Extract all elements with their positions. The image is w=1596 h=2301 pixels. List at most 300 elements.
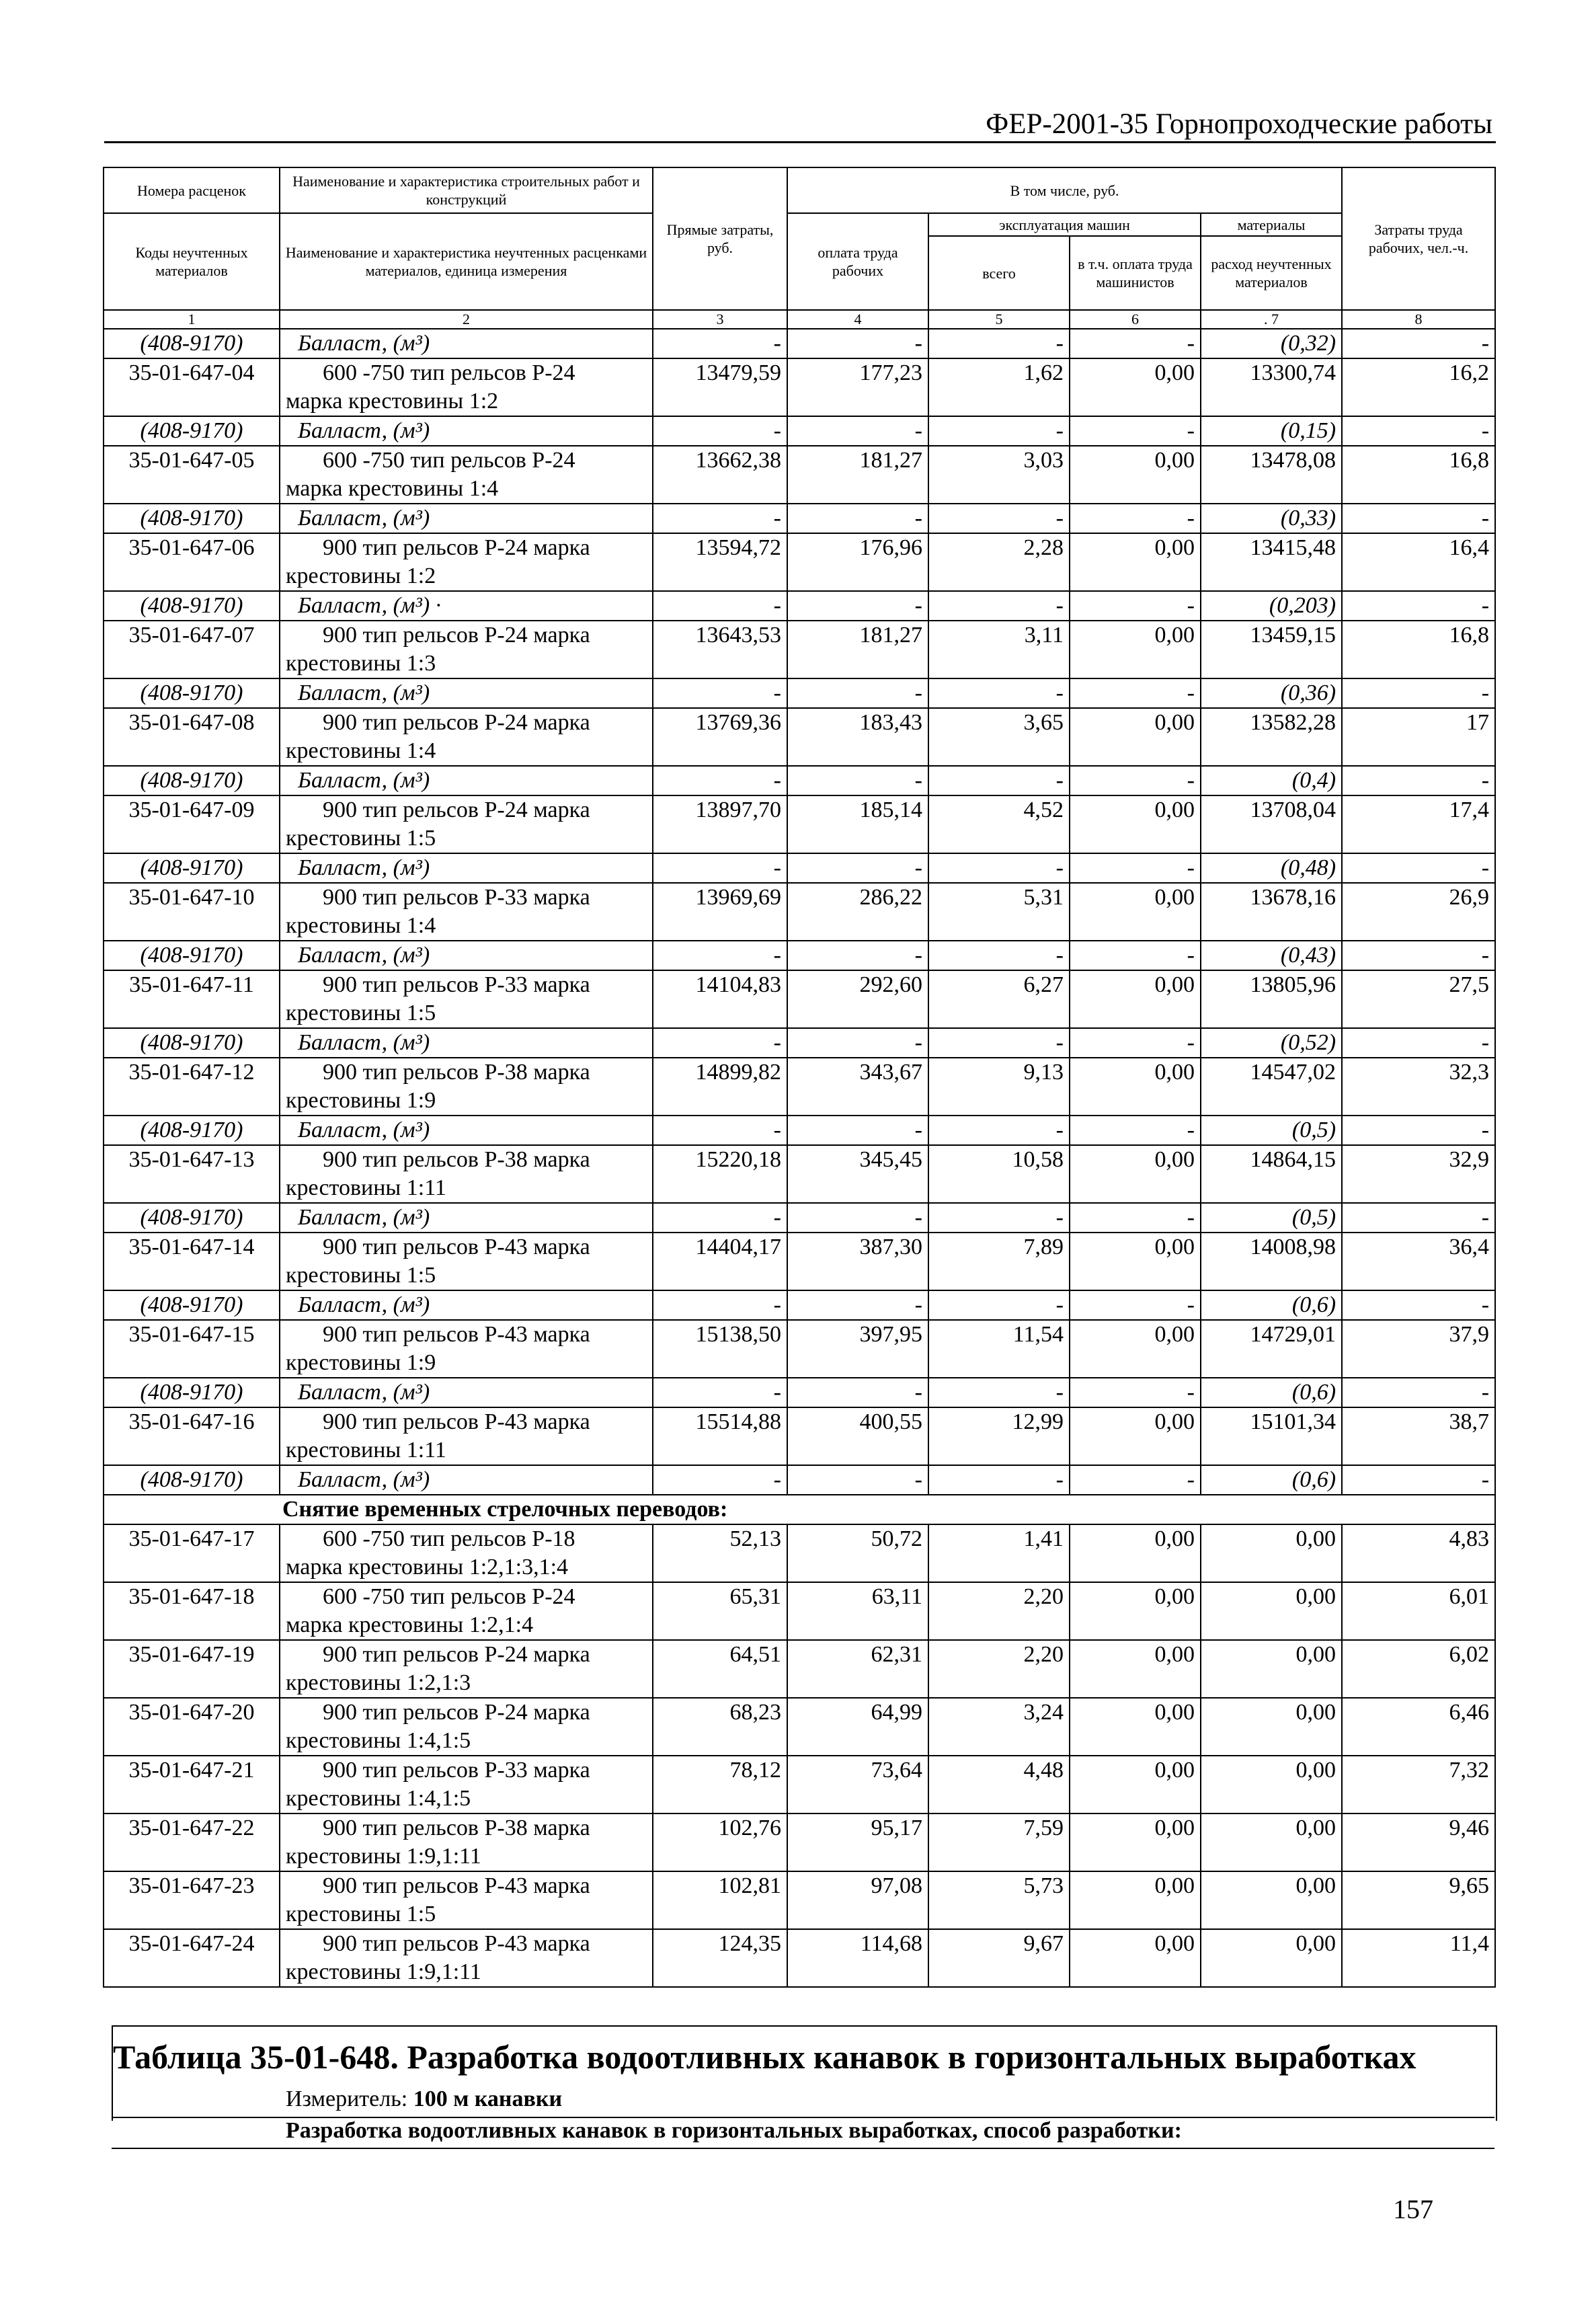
cell: 13708,04: [1201, 795, 1342, 853]
cell: 16,4: [1342, 533, 1495, 591]
cell: -: [787, 1290, 928, 1320]
cell: 7,59: [928, 1814, 1070, 1871]
cell: 50,72: [787, 1524, 928, 1582]
cell: 286,22: [787, 883, 928, 941]
cell: -: [1070, 329, 1201, 358]
cell: -: [653, 1465, 787, 1495]
rates-table: [103, 167, 1496, 1988]
rate-row: [104, 1233, 1495, 1290]
cell: -: [653, 329, 787, 358]
colnum: 6: [1070, 310, 1201, 329]
head-direct-costs: Прямые затраты, руб.: [653, 167, 787, 310]
cell: 0,00: [1070, 1871, 1201, 1929]
work-description: [280, 446, 653, 504]
cell: 6,46: [1342, 1698, 1495, 1756]
description-line: крестовины 1:5: [286, 1902, 436, 1926]
rate-code: 35-01-647-06: [104, 533, 280, 591]
cell: 0,00: [1070, 1582, 1201, 1640]
rate-row: [104, 1582, 1495, 1640]
description-line: 900 тип рельсов Р-33 марка: [323, 972, 590, 997]
material-row: [104, 1116, 1495, 1145]
cell: -: [928, 329, 1070, 358]
cell: (0,15): [1201, 416, 1342, 446]
cell: -: [1070, 504, 1201, 533]
cell: 13594,72: [653, 533, 787, 591]
work-description: [280, 621, 653, 678]
head-labor-costs: Затраты труда рабочих, чел.-ч.: [1342, 167, 1495, 310]
description-line: 900 тип рельсов Р-38 марка: [323, 1816, 590, 1840]
rate-row: [104, 1929, 1495, 1987]
cell: 14404,17: [653, 1233, 787, 1290]
cell: -: [787, 591, 928, 621]
cell: -: [1070, 1290, 1201, 1320]
table-648-title: Таблица 35-01-648. Разработка водоотливных канавок в горизонтальных выработках: [113, 2038, 1417, 2076]
cell: -: [787, 853, 928, 883]
cell: 4,83: [1342, 1524, 1495, 1582]
description-line: 600 -750 тип рельсов Р-18: [323, 1526, 575, 1551]
cell: -: [1342, 853, 1495, 883]
material-code: (408-9170): [104, 766, 280, 795]
column-numbers-row: [104, 310, 1495, 329]
head-machines-total: всего: [928, 236, 1070, 310]
cell: -: [1342, 1378, 1495, 1407]
cell: (0,36): [1201, 678, 1342, 708]
cell: 0,00: [1070, 1320, 1201, 1378]
cell: 292,60: [787, 970, 928, 1028]
rate-code: 35-01-647-14: [104, 1233, 280, 1290]
header-rule: [104, 141, 1496, 143]
description-line: 900 тип рельсов Р-43 марка: [323, 1322, 590, 1347]
cell: (0,33): [1201, 504, 1342, 533]
cell: 5,73: [928, 1871, 1070, 1929]
cell: 343,67: [787, 1058, 928, 1116]
cell: -: [787, 678, 928, 708]
material-name: Балласт, (м³): [280, 766, 653, 795]
cell: -: [1342, 1465, 1495, 1495]
cell: 3,11: [928, 621, 1070, 678]
cell: 78,12: [653, 1756, 787, 1814]
table-648-subsection: Разработка водоотливных канавок в горизонтальных выработках, способ разработки:: [286, 2118, 1182, 2143]
cell: 181,27: [787, 621, 928, 678]
cell: 0,00: [1201, 1929, 1342, 1987]
cell: -: [1342, 504, 1495, 533]
colnum: 3: [653, 310, 787, 329]
rate-code: 35-01-647-10: [104, 883, 280, 941]
colnum: 2: [280, 310, 653, 329]
cell: -: [787, 1203, 928, 1233]
cell: -: [928, 678, 1070, 708]
cell: 16,8: [1342, 446, 1495, 504]
cell: -: [928, 1465, 1070, 1495]
rate-code: 35-01-647-09: [104, 795, 280, 853]
cell: (0,5): [1201, 1116, 1342, 1145]
rate-code: 35-01-647-05: [104, 446, 280, 504]
cell: -: [1070, 591, 1201, 621]
cell: 177,23: [787, 358, 928, 416]
cell: -: [1342, 329, 1495, 358]
cell: -: [928, 416, 1070, 446]
description-line: крестовины 1:9,1:11: [286, 1959, 481, 1984]
description-line: 900 тип рельсов Р-43 марка: [323, 1235, 590, 1259]
cell: -: [928, 1290, 1070, 1320]
cell: 64,99: [787, 1698, 928, 1756]
rate-row: [104, 883, 1495, 941]
cell: 0,00: [1070, 1756, 1201, 1814]
cell: 0,00: [1070, 1698, 1201, 1756]
description-line: крестовины 1:5: [286, 1263, 436, 1288]
cell: 13582,28: [1201, 708, 1342, 766]
description-line: марка крестовины 1:4: [286, 476, 499, 501]
material-name: Балласт, (м³): [280, 1116, 653, 1145]
cell: -: [928, 504, 1070, 533]
cell: 1,41: [928, 1524, 1070, 1582]
material-name: Балласт, (м³): [280, 1465, 653, 1495]
cell: 9,46: [1342, 1814, 1495, 1871]
cell: 15220,18: [653, 1145, 787, 1203]
cell: 3,24: [928, 1698, 1070, 1756]
cell: -: [928, 766, 1070, 795]
cell: 65,31: [653, 1582, 787, 1640]
head-including: В том числе, руб.: [787, 167, 1342, 213]
cell: 10,58: [928, 1145, 1070, 1203]
material-code: (408-9170): [104, 1465, 280, 1495]
description-line: крестовины 1:5: [286, 1001, 436, 1025]
description-line: 900 тип рельсов Р-43 марка: [323, 1409, 590, 1434]
description-line: 600 -750 тип рельсов Р-24: [323, 360, 575, 385]
cell: (0,43): [1201, 941, 1342, 970]
cell: -: [1070, 1378, 1201, 1407]
colnum: 1: [104, 310, 280, 329]
rate-code: 35-01-647-16: [104, 1407, 280, 1465]
cell: 63,11: [787, 1582, 928, 1640]
description-line: 900 тип рельсов Р-24 марка: [323, 535, 590, 560]
cell: -: [928, 1378, 1070, 1407]
material-name: Балласт, (м³): [280, 416, 653, 446]
material-row: [104, 416, 1495, 446]
cell: -: [787, 504, 928, 533]
cell: 13459,15: [1201, 621, 1342, 678]
material-code: (408-9170): [104, 853, 280, 883]
cell: 6,01: [1342, 1582, 1495, 1640]
cell: -: [1070, 941, 1201, 970]
cell: 16,8: [1342, 621, 1495, 678]
rate-code: 35-01-647-22: [104, 1814, 280, 1871]
head-work-name: Наименование и характеристика строительных работ и конструкций: [280, 167, 653, 213]
description-line: 600 -750 тип рельсов Р-24: [323, 448, 575, 473]
material-name: Балласт, (м³): [280, 1203, 653, 1233]
cell: 13300,74: [1201, 358, 1342, 416]
cell: -: [653, 1378, 787, 1407]
description-line: крестовины 1:5: [286, 826, 436, 851]
material-row: [104, 1290, 1495, 1320]
material-name: Балласт, (м³): [280, 329, 653, 358]
rate-code: 35-01-647-07: [104, 621, 280, 678]
material-name: Балласт, (м³): [280, 678, 653, 708]
material-code: (408-9170): [104, 504, 280, 533]
cell: 17,4: [1342, 795, 1495, 853]
cell: 0,00: [1070, 708, 1201, 766]
cell: (0,6): [1201, 1465, 1342, 1495]
rate-code: 35-01-647-08: [104, 708, 280, 766]
cell: 2,20: [928, 1640, 1070, 1698]
cell: -: [653, 1028, 787, 1058]
rate-code: 35-01-647-19: [104, 1640, 280, 1698]
work-description: [280, 970, 653, 1028]
cell: 37,9: [1342, 1320, 1495, 1378]
description-line: 900 тип рельсов Р-33 марка: [323, 1758, 590, 1783]
rate-row: [104, 1145, 1495, 1203]
colnum: 4: [787, 310, 928, 329]
rate-code: 35-01-647-15: [104, 1320, 280, 1378]
cell: -: [1070, 766, 1201, 795]
cell: 0,00: [1070, 795, 1201, 853]
cell: 0,00: [1070, 1145, 1201, 1203]
rate-row: [104, 1698, 1495, 1756]
cell: 4,52: [928, 795, 1070, 853]
cell: -: [787, 1465, 928, 1495]
cell: -: [787, 1028, 928, 1058]
cell: 0,00: [1201, 1640, 1342, 1698]
work-description: [280, 883, 653, 941]
rate-row: [104, 970, 1495, 1028]
rate-row: [104, 1640, 1495, 1698]
rate-code: 35-01-647-04: [104, 358, 280, 416]
cell: 397,95: [787, 1320, 928, 1378]
cell: 3,03: [928, 446, 1070, 504]
description-line: 900 тип рельсов Р-38 марка: [323, 1060, 590, 1085]
cell: 0,00: [1070, 970, 1201, 1028]
work-description: [280, 1145, 653, 1203]
description-line: крестовины 1:4: [286, 913, 436, 938]
rate-code: 35-01-647-24: [104, 1929, 280, 1987]
cell: 2,28: [928, 533, 1070, 591]
description-line: 900 тип рельсов Р-43 марка: [323, 1873, 590, 1898]
cell: 3,65: [928, 708, 1070, 766]
table-body: [104, 329, 1495, 1987]
rate-code: 35-01-647-13: [104, 1145, 280, 1203]
rate-code: 35-01-647-17: [104, 1524, 280, 1582]
cell: 345,45: [787, 1145, 928, 1203]
cell: 17: [1342, 708, 1495, 766]
cell: -: [1342, 1290, 1495, 1320]
cell: 27,5: [1342, 970, 1495, 1028]
cell: 6,02: [1342, 1640, 1495, 1698]
rate-code: 35-01-647-20: [104, 1698, 280, 1756]
cell: 14864,15: [1201, 1145, 1342, 1203]
cell: -: [1070, 1203, 1201, 1233]
cell: 14899,82: [653, 1058, 787, 1116]
rate-code: 35-01-647-21: [104, 1756, 280, 1814]
cell: 6,27: [928, 970, 1070, 1028]
work-description: [280, 1058, 653, 1116]
cell: -: [787, 329, 928, 358]
material-name: Балласт, (м³): [280, 1290, 653, 1320]
work-description: [280, 1320, 653, 1378]
cell: 13662,38: [653, 446, 787, 504]
head-wages: оплата труда рабочих: [787, 213, 928, 310]
work-description: [280, 1698, 653, 1756]
head-material-name: Наименование и характеристика неучтенных расценками материалов, единица измерения: [280, 213, 653, 310]
cell: -: [787, 1378, 928, 1407]
description-line: 900 тип рельсов Р-24 марка: [323, 797, 590, 822]
description-line: 900 тип рельсов Р-24 марка: [323, 710, 590, 735]
work-description: [280, 1756, 653, 1814]
material-name: Балласт, (м³): [280, 941, 653, 970]
cell: -: [653, 416, 787, 446]
cell: 181,27: [787, 446, 928, 504]
cell: 7,89: [928, 1233, 1070, 1290]
material-name: Балласт, (м³): [280, 1378, 653, 1407]
cell: (0,5): [1201, 1203, 1342, 1233]
cell: -: [1070, 1116, 1201, 1145]
cell: 13969,69: [653, 883, 787, 941]
head-material-codes: Коды неучтенных материалов: [104, 213, 280, 310]
work-description: [280, 1871, 653, 1929]
cell: -: [1070, 853, 1201, 883]
cell: 7,32: [1342, 1756, 1495, 1814]
cell: 0,00: [1201, 1871, 1342, 1929]
work-description: [280, 358, 653, 416]
cell: -: [928, 853, 1070, 883]
cell: -: [1342, 1203, 1495, 1233]
material-code: (408-9170): [104, 678, 280, 708]
cell: 0,00: [1070, 1929, 1201, 1987]
cell: -: [1342, 591, 1495, 621]
description-line: марка крестовины 1:2,1:3,1:4: [286, 1555, 569, 1580]
cell: -: [1070, 678, 1201, 708]
work-description: [280, 795, 653, 853]
material-row: [104, 766, 1495, 795]
cell: -: [928, 1203, 1070, 1233]
description-line: 600 -750 тип рельсов Р-24: [323, 1584, 575, 1609]
rate-row: [104, 1524, 1495, 1582]
cell: 64,51: [653, 1640, 787, 1698]
cell: 13643,53: [653, 621, 787, 678]
cell: (0,6): [1201, 1290, 1342, 1320]
material-row: [104, 853, 1495, 883]
work-description: [280, 1524, 653, 1582]
work-description: [280, 1640, 653, 1698]
cell: 4,48: [928, 1756, 1070, 1814]
page-number: 157: [1393, 2194, 1433, 2224]
cell: -: [928, 1116, 1070, 1145]
cell: -: [928, 941, 1070, 970]
rate-row: [104, 1407, 1495, 1465]
cell: 15138,50: [653, 1320, 787, 1378]
cell: (0,52): [1201, 1028, 1342, 1058]
cell: 12,99: [928, 1407, 1070, 1465]
cell: -: [1342, 1028, 1495, 1058]
material-name: Балласт, (м³): [280, 1028, 653, 1058]
material-code: (408-9170): [104, 416, 280, 446]
cell: -: [653, 591, 787, 621]
cell: (0,4): [1201, 766, 1342, 795]
cell: 0,00: [1070, 883, 1201, 941]
description-line: крестовины 1:4,1:5: [286, 1728, 471, 1753]
cell: 0,00: [1070, 1407, 1201, 1465]
material-code: (408-9170): [104, 591, 280, 621]
cell: 26,9: [1342, 883, 1495, 941]
cell: 0,00: [1070, 1640, 1201, 1698]
cell: 1,62: [928, 358, 1070, 416]
material-code: (408-9170): [104, 1290, 280, 1320]
cell: -: [653, 941, 787, 970]
description-line: крестовины 1:4,1:5: [286, 1786, 471, 1811]
cell: -: [787, 766, 928, 795]
cell: 95,17: [787, 1814, 928, 1871]
material-row: [104, 504, 1495, 533]
cell: -: [653, 1290, 787, 1320]
rate-row: [104, 1058, 1495, 1116]
cell: 183,43: [787, 708, 928, 766]
rate-row: [104, 533, 1495, 591]
running-header: ФЕР-2001-35 Горнопроходческие работы: [986, 108, 1492, 140]
rate-row: [104, 1871, 1495, 1929]
rate-row: [104, 621, 1495, 678]
description-line: крестовины 1:9,1:11: [286, 1844, 481, 1869]
cell: 185,14: [787, 795, 928, 853]
rate-row: [104, 1814, 1495, 1871]
description-line: крестовины 1:4: [286, 738, 436, 763]
description-line: крестовины 1:2,1:3: [286, 1670, 471, 1695]
cell: -: [653, 853, 787, 883]
cell: -: [787, 416, 928, 446]
cell: -: [1070, 416, 1201, 446]
work-description: [280, 1233, 653, 1290]
description-line: крестовины 1:11: [286, 1438, 446, 1462]
description-line: 900 тип рельсов Р-24 марка: [323, 1700, 590, 1725]
cell: -: [787, 941, 928, 970]
cell: 102,81: [653, 1871, 787, 1929]
head-machinist-wages: в т.ч. оплата труда машинистов: [1070, 236, 1201, 310]
cell: 0,00: [1070, 1233, 1201, 1290]
material-row: [104, 1203, 1495, 1233]
rate-code: 35-01-647-23: [104, 1871, 280, 1929]
material-row: [104, 1378, 1495, 1407]
description-line: 900 тип рельсов Р-33 марка: [323, 885, 590, 910]
cell: 124,35: [653, 1929, 787, 1987]
cell: 11,4: [1342, 1929, 1495, 1987]
cell: 14008,98: [1201, 1233, 1342, 1290]
cell: -: [928, 1028, 1070, 1058]
work-description: [280, 1814, 653, 1871]
cell: -: [1342, 1116, 1495, 1145]
cell: 32,9: [1342, 1145, 1495, 1203]
cell: 114,68: [787, 1929, 928, 1987]
description-line: крестовины 1:9: [286, 1088, 436, 1113]
cell: -: [1070, 1028, 1201, 1058]
section-title: Снятие временных стрелочных переводов:: [104, 1495, 1495, 1524]
description-line: крестовины 1:2: [286, 563, 436, 588]
measure-line: [286, 2086, 562, 2112]
description-line: 900 тип рельсов Р-24 марка: [323, 1642, 590, 1667]
rate-code: 35-01-647-12: [104, 1058, 280, 1116]
head-rate-numbers: Номера расценок: [104, 167, 280, 213]
cell: 13897,70: [653, 795, 787, 853]
rate-code: 35-01-647-18: [104, 1582, 280, 1640]
colnum: 5: [928, 310, 1070, 329]
colnum: . 7: [1201, 310, 1342, 329]
material-code: (408-9170): [104, 329, 280, 358]
cell: -: [1342, 678, 1495, 708]
cell: 5,31: [928, 883, 1070, 941]
cell: -: [1342, 941, 1495, 970]
cell: -: [653, 1203, 787, 1233]
work-description: [280, 1582, 653, 1640]
cell: 36,4: [1342, 1233, 1495, 1290]
cell: 0,00: [1201, 1524, 1342, 1582]
description-line: крестовины 1:3: [286, 651, 436, 676]
